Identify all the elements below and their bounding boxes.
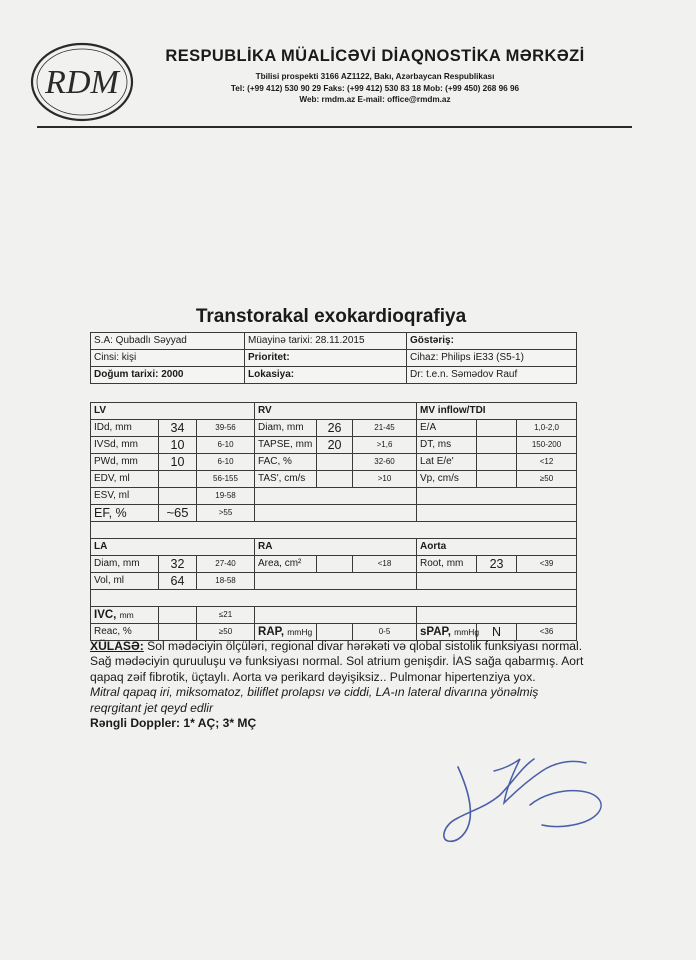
cell-value [477, 471, 517, 488]
cell-empty [417, 505, 577, 522]
cell-empty [255, 607, 417, 624]
rap-unit: mmHg [287, 627, 313, 637]
birth-date: Doğum tarixi: 2000 [91, 367, 245, 384]
cell-empty [91, 590, 577, 607]
cell-empty [417, 488, 577, 505]
cell-value: 20 [317, 437, 353, 454]
cell-norm: 27-40 [197, 556, 255, 573]
cell-norm: >10 [353, 471, 417, 488]
cell-norm: 56-155 [197, 471, 255, 488]
cell-label: Reac, % [91, 624, 159, 641]
cell-norm: 150-200 [517, 437, 577, 454]
cell-value: 64 [159, 573, 197, 590]
org-header [140, 47, 610, 106]
section-ra: RA [255, 539, 417, 556]
rap-label: RAP, [258, 626, 285, 638]
org-address: Tbilisi prospekti 3166 AZ1122, Bakı, Azərbaycan Respublikası [255, 72, 495, 81]
summary-block [90, 639, 590, 731]
cell-norm: ≥50 [197, 624, 255, 641]
cell-value [159, 488, 197, 505]
ivc-label: IVC, [94, 609, 117, 621]
cell-norm: <12 [517, 454, 577, 471]
table-row [91, 488, 577, 505]
cell-value [477, 420, 517, 437]
cell-norm: >1,6 [353, 437, 417, 454]
cell-value: N [477, 624, 517, 641]
rdm-logo [29, 40, 135, 124]
cell-norm: 6-10 [197, 454, 255, 471]
cell-empty [255, 505, 417, 522]
spap-unit: mmHg [454, 627, 480, 637]
spacer-row [91, 590, 577, 607]
cell-norm: >55 [197, 505, 255, 522]
cell-norm: 1,0-2,0 [517, 420, 577, 437]
cell-label: Diam, mm [255, 420, 317, 437]
cell-norm: 0-5 [353, 624, 417, 641]
cell-norm: 6-10 [197, 437, 255, 454]
cell-empty [417, 607, 577, 624]
cell-label: IVSd, mm [91, 437, 159, 454]
section-row-lv [91, 403, 577, 420]
patient-sex: Cinsi: kişi [91, 350, 245, 367]
cell-label: TAPSE, mm [255, 437, 317, 454]
cell-value: ~65 [159, 505, 197, 522]
logo-text: RDM [45, 64, 119, 101]
cell-label: TAS', cm/s [255, 471, 317, 488]
signature [430, 745, 620, 845]
cell-label: Vp, cm/s [417, 471, 477, 488]
section-la: LA [91, 539, 255, 556]
cell-norm: <39 [517, 556, 577, 573]
table-row [91, 556, 577, 573]
cell-norm: 39-56 [197, 420, 255, 437]
cell-empty [159, 607, 197, 624]
mitral-note: Mitral qapaq iri, miksomatoz, biliflet prolapsı və ciddi, LA-ın lateral divarına yönəlmiş reqrgitant jet qeyd edlir [90, 685, 539, 715]
cell-value [159, 624, 197, 641]
location: Lokasiya: [245, 367, 407, 384]
cell-label: Vol, ml [91, 573, 159, 590]
table-row [91, 437, 577, 454]
cell-norm: 19-58 [197, 488, 255, 505]
cell-norm: ≥50 [517, 471, 577, 488]
cell-norm: <18 [353, 556, 417, 573]
cell-value [317, 471, 353, 488]
cell-label: PWd, mm [91, 454, 159, 471]
table-row [91, 420, 577, 437]
cell-label: EF, % [91, 505, 159, 522]
table-row [91, 505, 577, 522]
summary-text: Sol mədəciyin ölçüləri, regional divar hərəkəti və qlobal sistolik funksiyası normal. Sağ mədəciyin quruuluşu və funksiyası normal. Sol atrium genişdir. İAS sağa qabarmış. Aort qapaq zəif fibrotik, üçtaylı. Aorta və perikard dəyişiksiz.. Pulmonar hipertenziya yox. [90, 639, 584, 684]
cell-value [159, 471, 197, 488]
cell-label: EDV, ml [91, 471, 159, 488]
cell-value [317, 454, 353, 471]
cell-norm: ≤21 [197, 607, 255, 624]
org-name: RESPUBLİKA MÜALİCƏVİ DİAQNOSTİKA MƏRKƏZİ [165, 47, 585, 65]
cell-norm: 32-60 [353, 454, 417, 471]
org-web: Web: rmdm.az E-mail: office@rmdm.az [299, 95, 451, 104]
cell-label: Root, mm [417, 556, 477, 573]
cell-label: Area, cm² [255, 556, 317, 573]
cell-value [317, 624, 353, 641]
cell-label: Diam, mm [91, 556, 159, 573]
patient-info-table [90, 332, 577, 384]
org-contacts: Tel: (+99 412) 530 90 29 Faks: (+99 412) 530 83 18 Mob: (+99 450) 268 96 96 [230, 83, 520, 93]
cell-label: DT, ms [417, 437, 477, 454]
summary-label: XÜLASƏ: [90, 639, 144, 653]
header-divider [37, 126, 632, 128]
section-row-la [91, 539, 577, 556]
ivc-unit: mm [119, 610, 134, 620]
document-title: Transtorakal exokardioqrafiya [195, 306, 467, 327]
cell-value: 26 [317, 420, 353, 437]
cell-value: 10 [159, 437, 197, 454]
cell-label: IDd, mm [91, 420, 159, 437]
rap-cell [255, 624, 317, 641]
cell-norm: 18-58 [197, 573, 255, 590]
spap-cell [417, 624, 480, 641]
indication: Göstəriş: [407, 333, 577, 350]
exam-date: Müayinə tarixi: 28.11.2015 [245, 333, 407, 350]
cell-empty [255, 573, 417, 590]
cell-value [317, 556, 353, 573]
device: Cihaz: Philips iE33 (S5-1) [407, 350, 577, 367]
patient-name: S.A: Qubadlı Səyyad [91, 333, 245, 350]
section-lv: LV [91, 403, 255, 420]
doctor: Dr: t.e.n. Səmədov Rauf [407, 367, 577, 384]
cell-label: FAC, % [255, 454, 317, 471]
cell-empty [255, 488, 417, 505]
cell-label: ESV, ml [91, 488, 159, 505]
section-ivc [91, 607, 159, 624]
doppler-note: Rəngli Doppler: 1* AÇ; 3* MÇ [90, 716, 257, 731]
cell-value [477, 437, 517, 454]
table-row [91, 454, 577, 471]
cell-value [477, 454, 517, 471]
section-aorta: Aorta [417, 539, 577, 556]
measurements-table [90, 402, 577, 641]
cell-empty [417, 573, 577, 590]
priority: Prioritet: [245, 350, 407, 367]
section-rv: RV [255, 403, 417, 420]
spacer-row [91, 522, 577, 539]
cell-norm: <36 [517, 624, 577, 641]
cell-value: 23 [477, 556, 517, 573]
section-mv: MV inflow/TDI [417, 403, 577, 420]
cell-norm: 21-45 [353, 420, 417, 437]
cell-value: 34 [159, 420, 197, 437]
table-row [91, 624, 577, 641]
table-row [91, 607, 577, 624]
cell-empty [91, 522, 577, 539]
cell-value: 10 [159, 454, 197, 471]
summary-paragraph [90, 639, 590, 685]
cell-value: 32 [159, 556, 197, 573]
cell-label: E/A [417, 420, 477, 437]
table-row [91, 573, 577, 590]
spap-label: sPAP, [420, 626, 451, 638]
table-row [91, 471, 577, 488]
cell-label: Lat E/e' [417, 454, 477, 471]
